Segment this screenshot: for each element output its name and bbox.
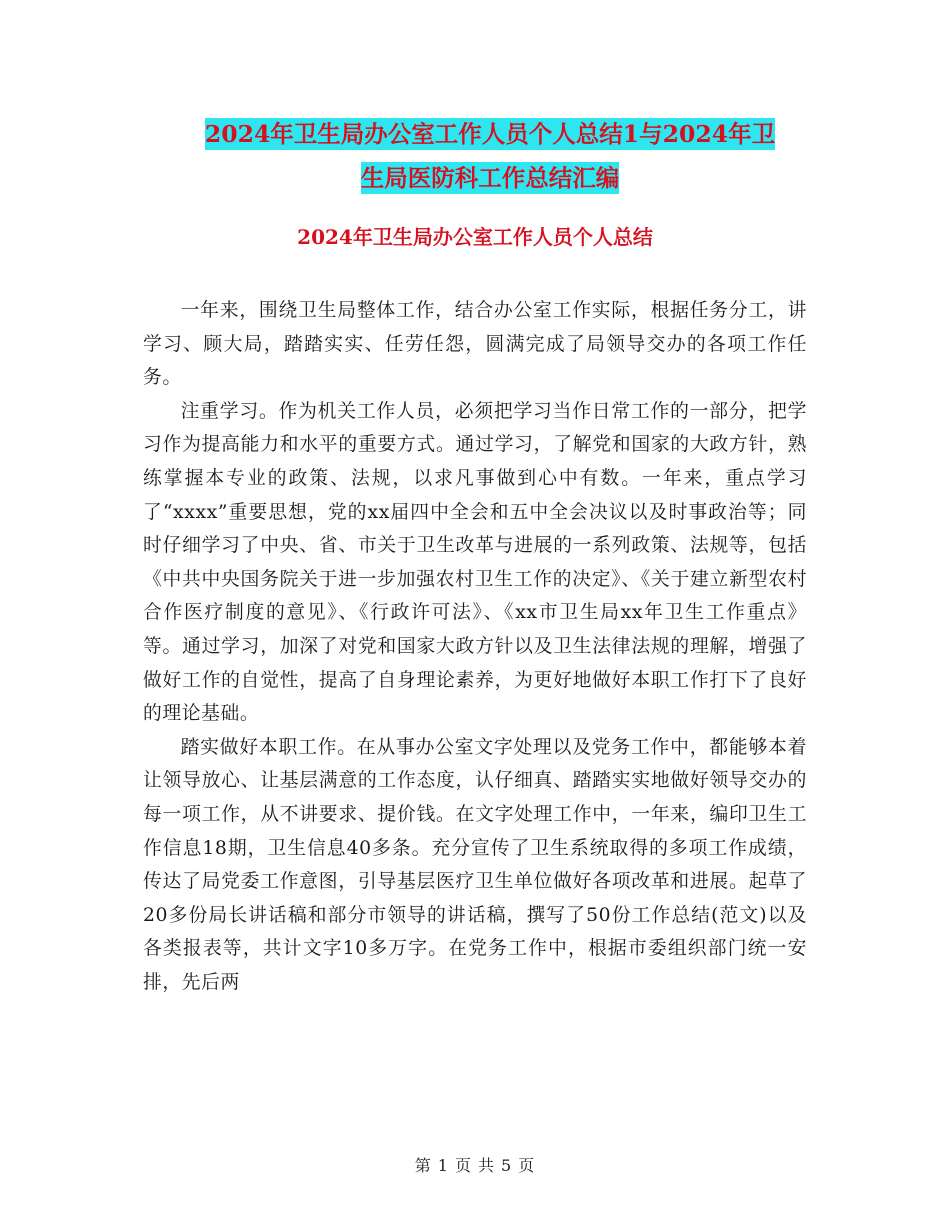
- document-body: [143, 294, 807, 999]
- footer-page-word: 页: [454, 1156, 472, 1175]
- title-line-2: 生局医防科工作总结汇编: [360, 164, 620, 192]
- paragraph-study: 注重学习。作为机关工作人员，必须把学习当作日常工作的一部分，把学习作为提高能力和水平的重要方式。通过学习，了解党和国家的大政方针，熟练掌握本专业的政策、法规，以求凡事做到心中有数。一年来，重点学习了“xxxx”重要思想，党的xx届四中全会和五中全会决议以及时事政治等；同时仔细学习了中央、省、市关于卫生改革与进展的一系列政策、法规等，包括《中共中央国务院关于进一步加强农村卫生工作的决定》、《关于建立新型农村合作医疗制度的意见》、《行政许可法》、《xx市卫生局xx年卫生工作重点》等。通过学习，加深了对党和国家大政方针以及卫生法律法规的理解，增强了做好工作的自觉性，提高了自身理论素养，为更好地做好本职工作打下了良好的理论基础。: [143, 400, 807, 725]
- page-footer: [0, 1153, 950, 1176]
- footer-prefix: 第: [414, 1156, 432, 1175]
- page-number: 1: [437, 1156, 449, 1175]
- paragraph-work: 踏实做好本职工作。在从事办公室文字处理以及党务工作中，都能够本着让领导放心、让基层满意的工作态度，认仔细真、踏踏实实地做好领导交办的每一项工作，从不讲要求、提价钱。在文字处理工作中，一年来，编印卫生工作信息18期，卫生信息40多条。充分宣传了卫生系统取得的多项工作成绩，传达了局党委工作意图，引导基层医疗卫生单位做好各项改革和进展。起草了20多份局长讲话稿和部分市领导的讲话稿，撰写了50份工作总结(范文)以及各类报表等，共计文字10多万字。在党务工作中，根据市委组织部门统一安排，先后两: [143, 736, 807, 993]
- page-total: 5: [501, 1156, 513, 1175]
- paragraph-intro: 一年来，围绕卫生局整体工作，结合办公室工作实际，根据任务分工，讲学习、顾大局，踏踏实实、任劳任怨，圆满完成了局领导交办的各项工作任务。: [143, 300, 807, 389]
- title-line-1: 2024年卫生局办公室工作人员个人总结1与2024年卫: [204, 120, 776, 148]
- section-title: 2024年卫生局办公室工作人员个人总结: [297, 225, 653, 249]
- footer-suffix: 页: [518, 1156, 536, 1175]
- document-title: [140, 112, 840, 200]
- footer-total-prefix: 共: [478, 1156, 496, 1175]
